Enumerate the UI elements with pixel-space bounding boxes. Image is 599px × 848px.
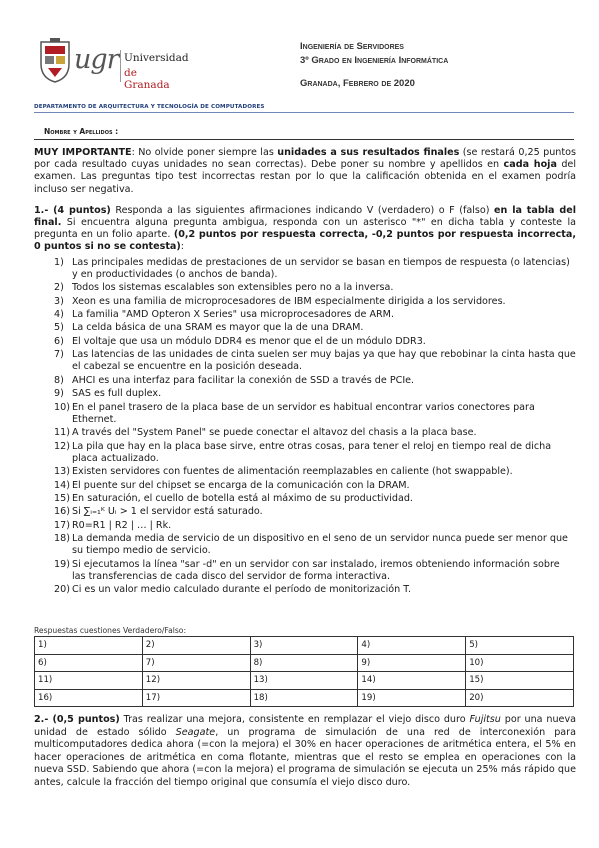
answer-cell[interactable]: 16) <box>35 689 143 707</box>
question-number: 7) <box>54 349 64 361</box>
university-name: Universidad <box>124 52 189 64</box>
question-item <box>34 309 576 321</box>
answer-cell[interactable]: 18) <box>250 689 358 707</box>
question-text: El voltaje que usa un módulo DDR4 es menor que el de un módulo DDR3. <box>72 335 426 347</box>
question-item <box>34 296 576 308</box>
question-text: Ci es un valor medio calculado durante el período de monitorización T. <box>72 584 412 596</box>
question-item <box>34 466 576 478</box>
name-field[interactable] <box>34 126 574 140</box>
question-1-list <box>34 257 576 597</box>
question-number: 2) <box>54 282 64 294</box>
question-text: Las latencias de las unidades de cinta suelen ser muy bajas ya que hay que rebobinar la cinta hasta que el cabezal se encuentre en la posición deseada. <box>72 349 576 373</box>
question-text: Si ∑ᵢ₌₁ᴷ Uᵢ > 1 el servidor está saturado. <box>72 506 263 518</box>
question-number: 11) <box>54 427 70 439</box>
question-number: 20) <box>54 584 70 596</box>
answer-cell[interactable]: 10) <box>466 654 574 672</box>
name-field-label: Nombre y Apellidos : <box>44 127 119 136</box>
answer-cell[interactable]: 20) <box>466 689 574 707</box>
question-item <box>34 375 576 387</box>
question-item <box>34 257 576 281</box>
answer-cell[interactable]: 5) <box>466 637 574 655</box>
answer-cell[interactable]: 2) <box>142 637 250 655</box>
answer-cell[interactable]: 13) <box>250 672 358 690</box>
question-text: Existen servidores con fuentes de alimentación reemplazables en caliente (hot swappable). <box>72 466 513 478</box>
question-item <box>34 493 576 505</box>
answer-cell[interactable]: 7) <box>142 654 250 672</box>
course-info <box>300 40 448 68</box>
question-number: 13) <box>54 466 70 478</box>
question-text: AHCI es una interfaz para facilitar la conexión de SSD a través de PCIe. <box>72 374 415 386</box>
question-text: En el panel trasero de la placa base de un servidor es habitual encontrar varios conectores para Ethernet. <box>72 401 535 425</box>
question-number: 19) <box>54 558 70 570</box>
logo-divider <box>120 50 121 82</box>
answer-cell[interactable]: 17) <box>142 689 250 707</box>
question-item <box>34 322 576 334</box>
question-item <box>34 388 576 400</box>
question-item <box>34 349 576 373</box>
answer-cell[interactable]: 12) <box>142 672 250 690</box>
exam-date: Granada, Febrero de 2020 <box>300 78 415 89</box>
question-number: 15) <box>54 492 70 504</box>
question-text: A través del "System Panel" se puede conectar el altavoz del chasis a la placa base. <box>72 427 477 439</box>
question-item <box>34 533 576 557</box>
question-item <box>34 441 576 465</box>
answers-row <box>35 637 574 655</box>
university-city: de Granada <box>124 67 170 91</box>
question-text: La pila que hay en la placa base sirve, entre otras cosas, para tener el reloj en tiempo real de dicha placa actualizado. <box>72 440 552 464</box>
question-item <box>34 427 576 439</box>
question-1-statement: 1.- (4 puntos) Responda a las siguientes afirmaciones indicando V (verdadero) o F (falso) en la tabla del final. Si encuentra alguna pregunta ambigua, responda con un asterisco "*" en dicha tabla y conteste la pregunta en un folio aparte. (0,2 puntos por respuesta correcta, -0,2 puntos por respuesta incorrecta, 0 puntos si no se contesta): <box>34 204 576 253</box>
question-item <box>34 336 576 348</box>
question-item <box>34 520 576 532</box>
answer-cell[interactable]: 1) <box>35 637 143 655</box>
question-item <box>34 559 576 583</box>
question-2: 2.- (0,5 puntos) Tras realizar una mejora, consistente en remplazar el viejo disco duro Fujitsu por una nueva unidad de estado sólido Seagate, un programa de simulación de una red de interconexión para multicomputadores dedica ahora (=con la mejora) el 30% en hacer operaciones de aritmética entera, el 5% en hacer operaciones de aritmética en coma flotante, mientras que el resto se emplea en operaciones con la nueva SSD. Sabiendo que ahora (=con la mejora) el programa de simulación se ejecuta un 25% más rápido que antes, calcule la fracción del tiempo original que consumía el viejo disco duro. <box>34 714 576 788</box>
header-divider <box>34 112 574 113</box>
question-number: 8) <box>54 374 64 386</box>
question-text: Si ejecutamos la línea "sar -d" en un servidor con sar instalado, iremos obteniendo información sobre las transferencias de cada disco del servidor de forma interactiva. <box>72 558 560 582</box>
exam-body <box>34 147 576 598</box>
answers-table-title: Respuestas cuestiones Verdadero/Falso: <box>34 626 187 635</box>
answers-row <box>35 654 574 672</box>
department-name: DEPARTAMENTO DE ARQUITECTURA Y TECNOLOGÍA DE COMPUTADORES <box>34 104 265 110</box>
answer-cell[interactable]: 8) <box>250 654 358 672</box>
answers-row <box>35 689 574 707</box>
question-number: 4) <box>54 309 64 320</box>
course-title: Ingeniería de Servidores <box>300 41 404 52</box>
question-number: 5) <box>54 322 64 334</box>
answer-cell[interactable]: 4) <box>358 637 466 655</box>
answer-cell[interactable]: 15) <box>466 672 574 690</box>
answers-row <box>35 672 574 690</box>
question-text: La demanda media de servicio de un dispositivo en el seno de un servidor nunca puede ser menor que su tiempo medio de servicio. <box>72 533 568 557</box>
question-text: La familia "AMD Opteron X Series" usa microprocesadores de ARM. <box>72 309 394 320</box>
exam-header <box>34 36 574 116</box>
question-text: R0=R1 | R2 | … | Rk. <box>72 519 172 531</box>
answer-cell[interactable]: 9) <box>358 654 466 672</box>
crest-icon <box>38 38 72 84</box>
question-item <box>34 480 576 492</box>
answer-cell[interactable]: 19) <box>358 689 466 707</box>
question-number: 16) <box>54 506 70 518</box>
answers-table <box>34 636 574 707</box>
question-text: Las principales medidas de prestaciones de un servidor se basan en tiempos de respuesta (o latencias) y en productividades (o anchos de banda). <box>72 256 570 280</box>
question-text: Todos los sistemas escalables son extensibles pero no a la inversa. <box>72 282 394 294</box>
question-number: 17) <box>54 519 70 531</box>
question-number: 14) <box>54 479 70 491</box>
question-item <box>34 584 576 596</box>
university-logo <box>34 38 189 91</box>
question-text: En saturación, el cuello de botella está al máximo de su productividad. <box>72 492 413 504</box>
answer-cell[interactable]: 11) <box>35 672 143 690</box>
question-number: 9) <box>54 388 64 400</box>
question-item <box>34 506 576 518</box>
answer-cell[interactable]: 14) <box>358 672 466 690</box>
course-degree: 3º Grado en Ingeniería Informática <box>300 55 449 66</box>
question-item <box>34 402 576 426</box>
question-text: SAS es full duplex. <box>72 388 162 400</box>
answer-cell[interactable]: 3) <box>250 637 358 655</box>
ugr-wordmark: ugr <box>74 44 119 75</box>
question-text: La celda básica de una SRAM es mayor que la de una DRAM. <box>72 322 364 334</box>
question-number: 12) <box>54 440 70 452</box>
answer-cell[interactable]: 6) <box>35 654 143 672</box>
important-notice: MUY IMPORTANTE: No olvide poner siempre las unidades a sus resultados finales (se restará 0,25 puntos por cada resultado cuyas unidades no sean correctas). Debe poner su nombre y apellidos en cada hoja del examen. Las preguntas tipo test incorrectas restan por lo que la calificación obtenida en el examen podría incluso ser negativa. <box>34 147 576 195</box>
question-text: Xeon es una familia de microprocesadores de IBM especialmente dirigida a los servidores. <box>72 295 506 307</box>
question-number: 18) <box>54 533 70 545</box>
question-item <box>34 282 576 294</box>
question-number: 10) <box>54 401 70 413</box>
question-text: El puente sur del chipset se encarga de la comunicación con la DRAM. <box>72 479 410 491</box>
question-number: 1) <box>54 256 64 268</box>
question-number: 6) <box>54 335 64 347</box>
question-number: 3) <box>54 295 64 307</box>
